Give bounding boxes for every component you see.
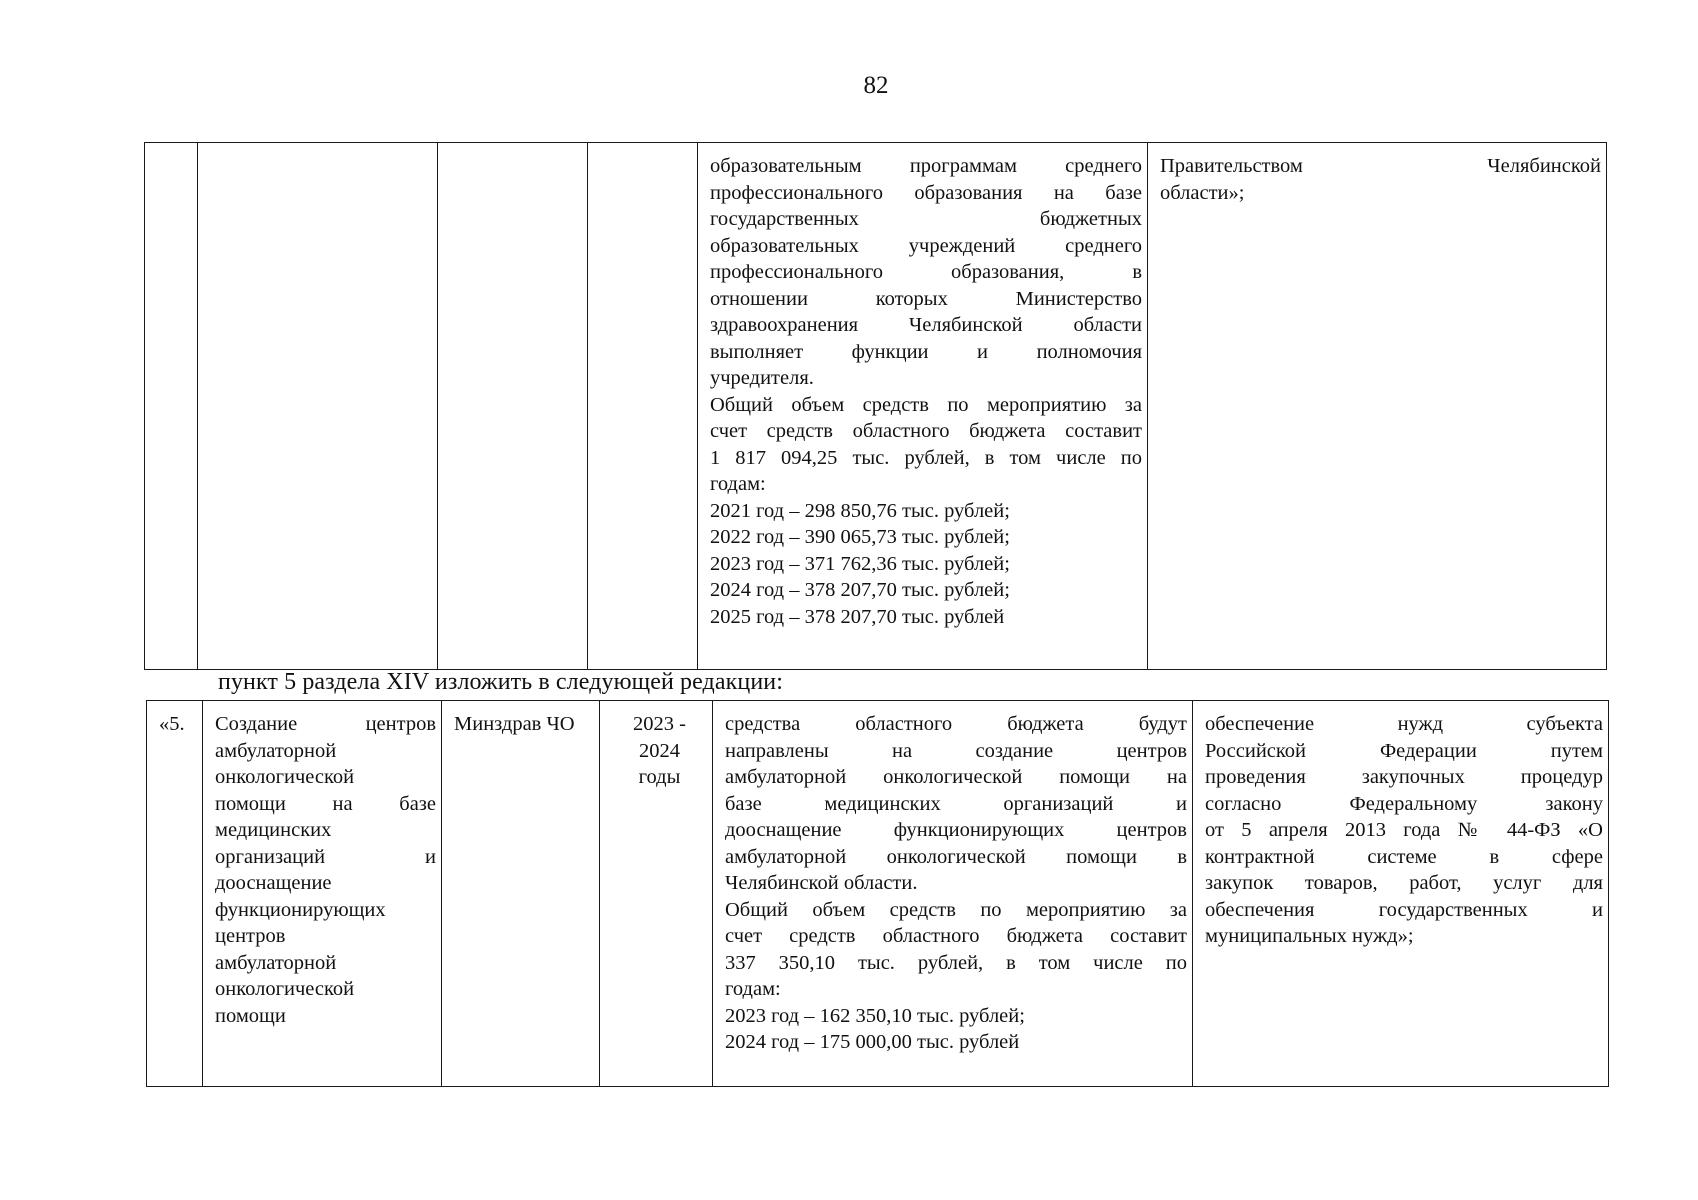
text-line: обеспечения государственных и [1205,898,1603,921]
text-line: медицинских [215,819,332,841]
cell-description [698,143,1148,670]
measure-description [698,143,1147,634]
text-line: помощи на базе [215,792,436,815]
text-line: образовательных учреждений среднего [710,234,1142,257]
page-number: 82 [863,72,889,99]
text-line: дооснащение функционирующих центров [725,819,1187,841]
text-line: годам: [710,473,766,495]
table-row [145,143,1607,670]
text-line: 2024 год – 175 000,00 тыс. рублей [725,1031,1020,1053]
text-line: государственных бюджетных [710,208,1142,230]
text-line: счет средств областного бюджета составит [725,925,1187,947]
text-line: Общий объем средств по мероприятию за [710,393,1142,416]
cell-period [600,701,713,1087]
text-line: дооснащение [215,872,332,894]
text-line: 2021 год – 298 850,76 тыс. рублей; [710,499,1010,522]
text-line: средства областного бюджета будут [725,713,1187,735]
cell-executor [438,143,588,670]
measure-description [713,701,1192,1060]
text-line: образовательным программам среднего [710,155,1142,177]
cell-description [713,701,1193,1087]
text-line: 2024 год – 378 207,70 тыс. рублей; [710,579,1010,601]
row-number: «5. [159,713,185,735]
text-line: от 5 апреля 2013 года № 44-ФЗ «О [1205,819,1603,841]
text-line: профессионального образования на базе [710,181,1142,204]
text-line: центров [215,925,286,947]
text-line: проведения закупочных процедур [1205,766,1603,788]
text-line: 2023 - [633,713,686,735]
text-line: счет средств областного бюджета составит [710,420,1142,442]
text-line: учредителя. [710,367,814,389]
text-line: Российской Федерации путем [1205,739,1603,762]
text-line: контрактной системе в сфере [1205,845,1603,868]
text-line: годам: [725,978,781,1000]
text-line: онкологической [215,766,355,788]
text-line: годы [638,766,681,788]
text-line: 1 817 094,25 тыс. рублей, в том числе по [710,446,1142,469]
cell-number [147,701,203,1087]
text-line: согласно Федеральному закону [1205,792,1603,815]
cell-executor [442,701,600,1087]
text-line: здравоохранения Челябинской области [710,314,1142,336]
text-line: Челябинской области. [725,872,918,894]
cell-period [588,143,698,670]
period [600,701,712,795]
text-line: отношении которых Министерство [710,287,1142,310]
amendment-instruction: пункт 5 раздела XIV изложить в следующей редакции: [218,669,783,695]
text-line: организаций и [215,845,436,868]
cell-name [203,701,442,1087]
text-line: выполняет функции и полномочия [710,340,1142,363]
text-line: 337 350,10 тыс. рублей, в том числе по [725,951,1187,974]
text-line: Создание центров [215,713,436,735]
text-line: амбулаторной онкологической помощи на [725,766,1187,788]
measure-name [203,701,441,1033]
executor: Минздрав ЧО [454,713,575,735]
text-line: направлены на создание центров [725,739,1187,762]
cell-basis [1193,701,1609,1087]
text-line: Правительством Челябинской [1160,155,1601,177]
text-line: амбулаторной [215,739,337,762]
cell-basis [1148,143,1607,670]
text-line: Общий объем средств по мероприятию за [725,898,1187,921]
text-line: 2025 год – 378 207,70 тыс. рублей [710,605,1005,628]
text-line: обеспечение нужд субъекта [1205,713,1603,735]
text-line: 2023 год – 162 350,10 тыс. рублей; [725,1004,1025,1027]
text-line: профессионального образования, в [710,261,1142,283]
table-continuation [144,142,1607,670]
cell-name [198,143,438,670]
text-line: амбулаторной онкологической помощи в [725,845,1187,868]
text-line: помощи [215,1004,286,1027]
text-line: 2022 год – 390 065,73 тыс. рублей; [710,526,1010,548]
text-line: амбулаторной [215,951,337,974]
text-line: функционирующих [215,898,386,921]
legal-basis [1193,701,1608,954]
text-line: базе медицинских организаций и [725,792,1187,815]
table-point-5 [146,700,1609,1087]
cell-number [145,143,198,670]
text-line: закупок товаров, работ, услуг для [1205,872,1603,894]
legal-basis [1148,143,1606,210]
table-row [147,701,1609,1087]
text-line: 2024 [639,739,680,762]
text-line: муниципальных нужд»; [1205,925,1414,947]
text-line: области»; [1160,181,1245,204]
text-line: онкологической [215,978,355,1000]
text-line: 2023 год – 371 762,36 тыс. рублей; [710,552,1010,575]
